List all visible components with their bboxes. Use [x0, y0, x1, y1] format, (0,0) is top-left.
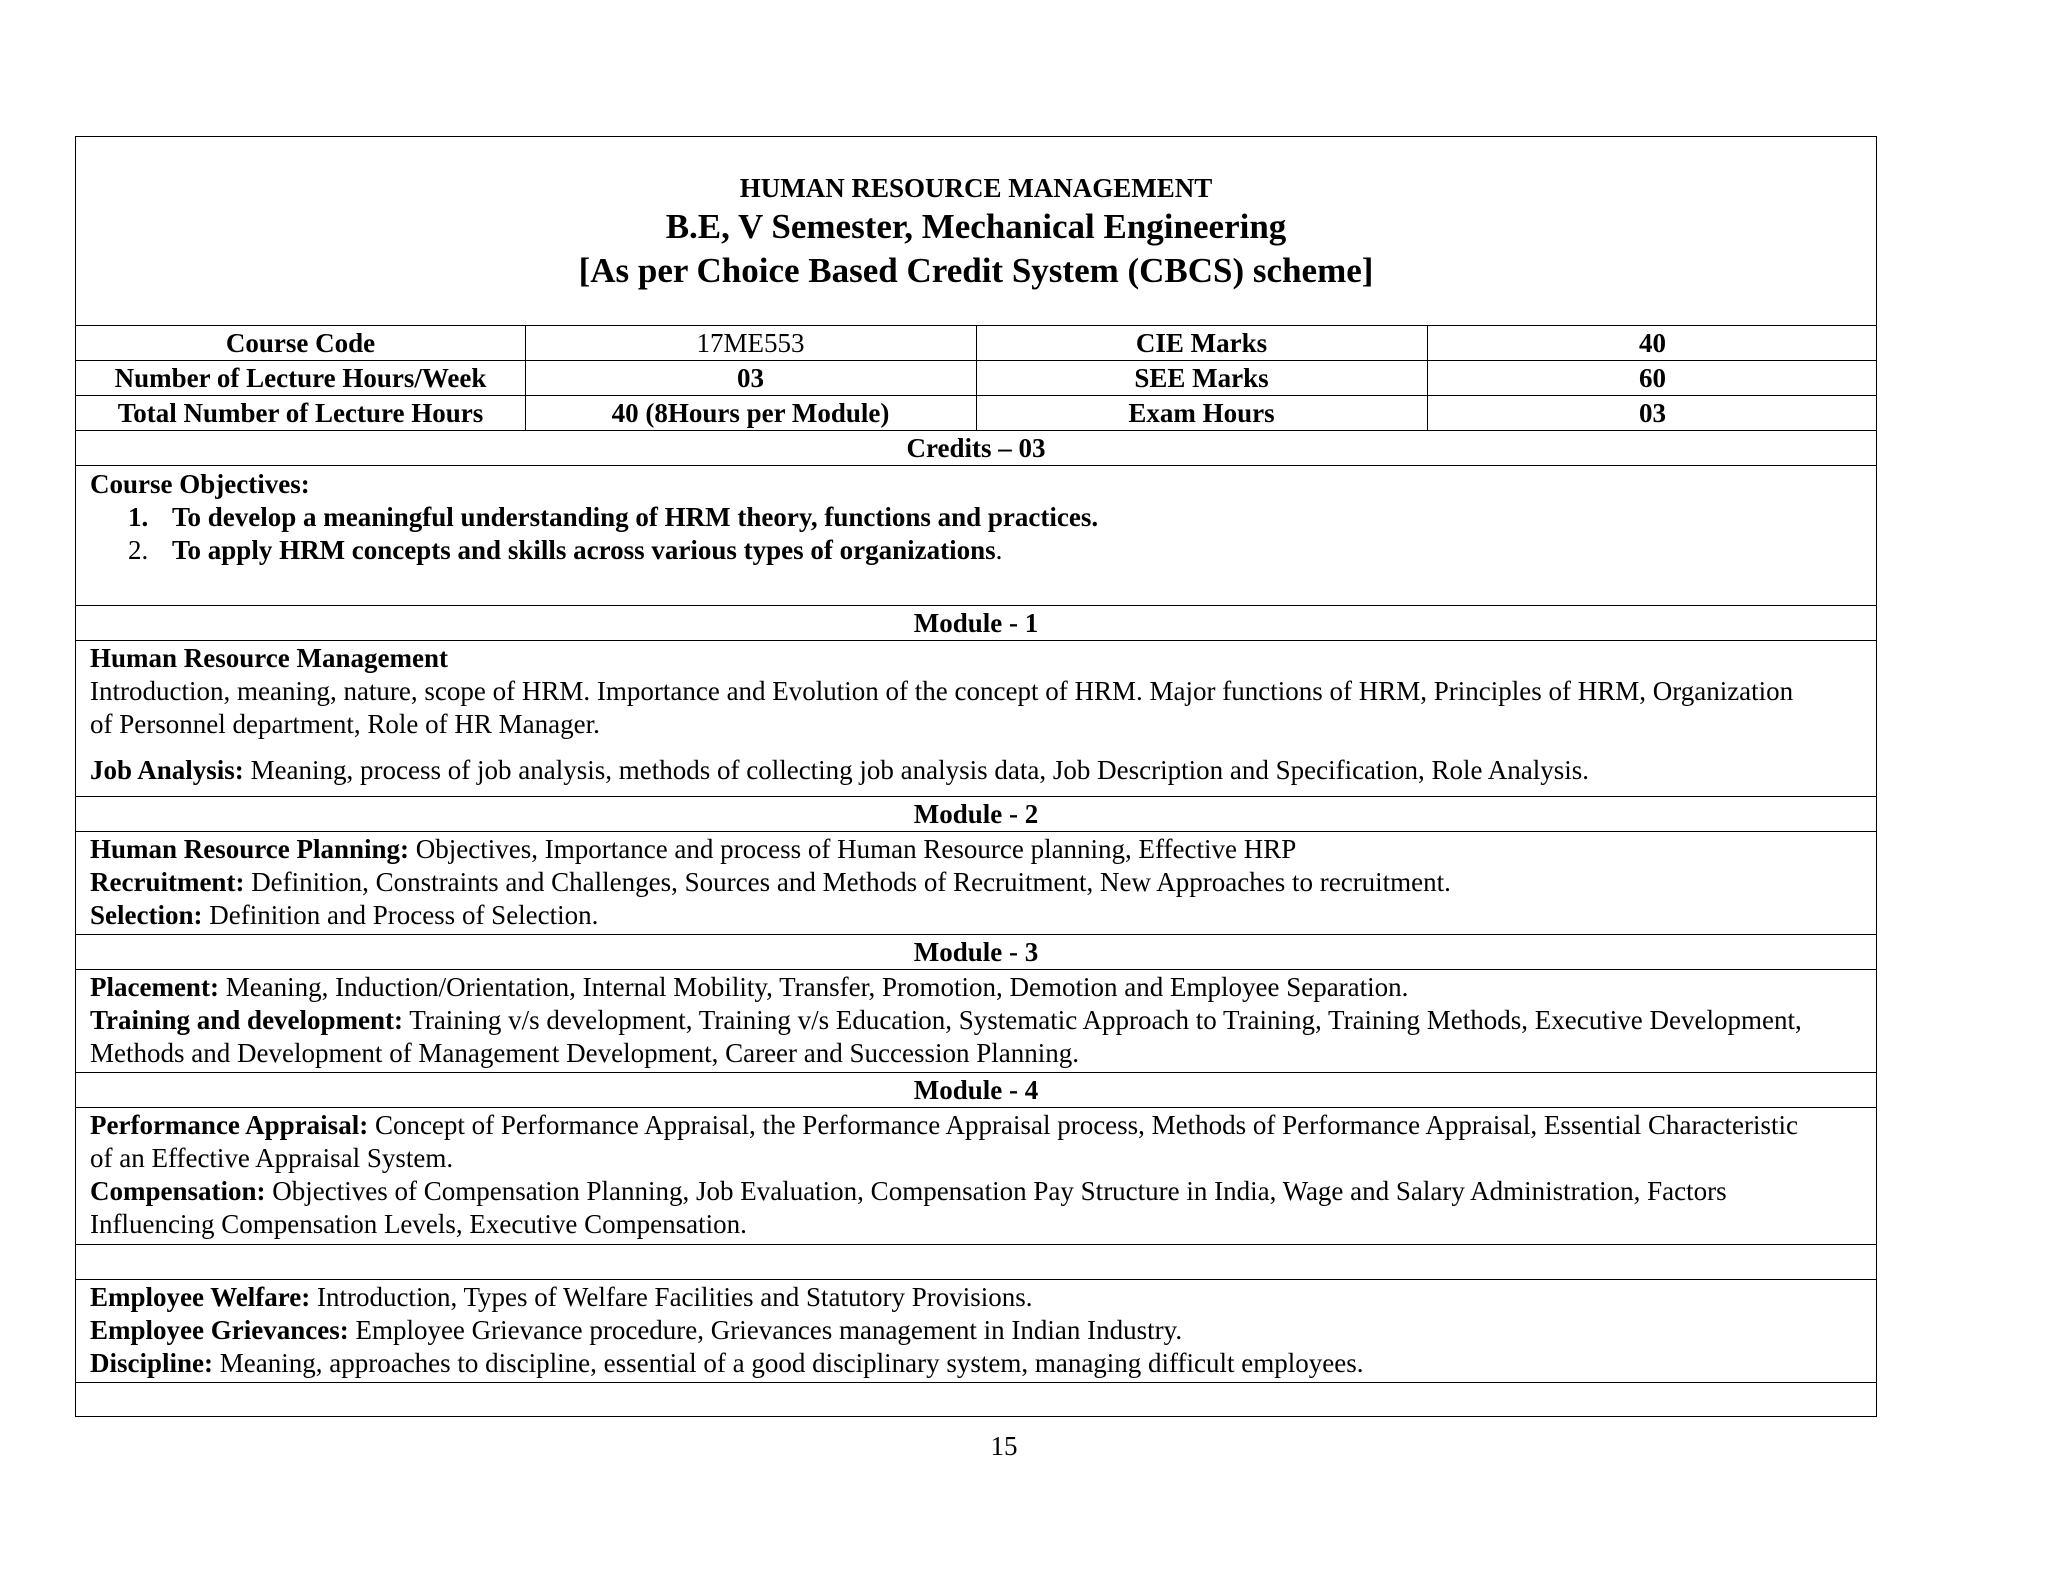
page-number: 15 [990, 1431, 1018, 1461]
topic-text: Meaning, process of job analysis, methods of collecting job analysis data, Job Description and Specification, Role Analysis. [243, 755, 1590, 785]
exam-hours-label: Exam Hours [1128, 398, 1275, 428]
module-2-topic [90, 899, 1806, 932]
module-1-title: Module - 1 [913, 608, 1039, 638]
total-lecture-hours-value: 40 (8Hours per Module) [611, 398, 890, 428]
topic-text: Definition and Process of Selection. [202, 900, 599, 930]
module-1-intro: Introduction, meaning, nature, scope of HRM. Importance and Evolution of the concept of HRM. Major functions of HRM, Principles of HRM, Organization of Personnel department, Role of HR Manager. [90, 676, 1794, 739]
module-4-topic [90, 1109, 1806, 1175]
module-5-content [90, 1281, 1806, 1380]
topic-term: Human Resource Planning: [90, 834, 410, 864]
topic-term: Recruitment: [90, 867, 245, 897]
lecture-hours-week-value: 03 [737, 363, 764, 393]
total-lecture-hours-label: Total Number of Lecture Hours [117, 398, 484, 428]
divider [76, 1382, 1876, 1383]
module-3-title: Module - 3 [913, 937, 1039, 967]
objective-text: To apply HRM concepts and skills across various types of organizations [172, 535, 996, 565]
objectives-list [90, 501, 1806, 567]
course-code-label: Course Code [225, 328, 376, 358]
course-subtitle: B.E, V Semester, Mechanical Engineering [665, 207, 1287, 246]
module-2-topic [90, 866, 1806, 899]
topic-text: Concept of Performance Appraisal, the Performance Appraisal process, Methods of Performance Appraisal, Essential Characteristic of an Effective Appraisal System. [90, 1110, 1798, 1173]
credits: Credits – 03 [906, 433, 1046, 463]
objective-item [128, 534, 1806, 567]
topic-text: Definition, Constraints and Challenges, Sources and Methods of Recruitment, New Approaches to recruitment. [244, 867, 1451, 897]
divider [76, 640, 1876, 641]
divider [76, 1244, 1876, 1245]
module-3-content [90, 971, 1806, 1070]
objective-text: To develop a meaningful understanding of HRM theory, functions and practices. [172, 502, 1099, 532]
topic-term: Performance Appraisal: [90, 1110, 369, 1140]
topic-text: Employee Grievance procedure, Grievances management in Indian Industry. [348, 1315, 1183, 1345]
exam-hours-value: 03 [1639, 398, 1666, 428]
topic-text: Introduction, Types of Welfare Facilities and Statutory Provisions. [310, 1282, 1033, 1312]
topic-term: Training and development: [90, 1005, 404, 1035]
objective-item [128, 501, 1806, 534]
topic-text: Objectives of Compensation Planning, Job Evaluation, Compensation Pay Structure in India, Wage and Salary Administration, Factors Influencing Compensation Levels, Executive Compensation. [90, 1176, 1727, 1239]
topic-term: Compensation: [90, 1176, 266, 1206]
syllabus-table [75, 136, 1877, 1417]
see-marks-label: SEE Marks [1134, 363, 1269, 393]
objectives-heading: Course Objectives: [90, 469, 310, 499]
lecture-hours-week-label: Number of Lecture Hours/Week [114, 363, 487, 393]
topic-term: Job Analysis: [90, 755, 244, 785]
course-scheme: [As per Choice Based Credit System (CBCS) scheme] [578, 251, 1374, 290]
module-1-content [90, 642, 1806, 787]
module-4-topic [90, 1175, 1806, 1241]
topic-term: Selection: [90, 900, 203, 930]
divider [76, 465, 1876, 466]
topic-text: Training v/s development, Training v/s Education, Systematic Approach to Training, Training Methods, Executive Development, Methods and Development of Management Development, Career and Succession Planning. [90, 1005, 1802, 1068]
objective-number: 2. [128, 535, 149, 565]
module-2-content [90, 833, 1806, 932]
course-title: HUMAN RESOURCE MANAGEMENT [739, 173, 1213, 203]
module-5-topic [90, 1314, 1806, 1347]
cie-marks-label: CIE Marks [1135, 328, 1268, 358]
topic-text: Meaning, Induction/Orientation, Internal Mobility, Transfer, Promotion, Demotion and Employee Separation. [218, 972, 1409, 1002]
module-3-topic [90, 1004, 1806, 1070]
module-1-heading: Human Resource Management [90, 643, 448, 673]
objective-suffix: . [995, 535, 1003, 565]
divider [76, 1279, 1876, 1280]
topic-term: Placement: [90, 972, 219, 1002]
topic-term: Discipline: [90, 1348, 214, 1378]
module-2-topic [90, 833, 1806, 866]
objective-number: 1. [128, 502, 149, 532]
topic-text: Meaning, approaches to discipline, essential of a good disciplinary system, managing difficult employees. [213, 1348, 1364, 1378]
module-5-topic [90, 1347, 1806, 1380]
course-objectives [90, 468, 1806, 567]
module-3-topic [90, 971, 1806, 1004]
see-marks-value: 60 [1639, 363, 1666, 393]
module-1-topic [90, 754, 1806, 787]
divider [76, 831, 1876, 832]
module-4-content [90, 1109, 1806, 1241]
divider [76, 1107, 1876, 1108]
module-4-title: Module - 4 [913, 1075, 1039, 1105]
module-5-topic [90, 1281, 1806, 1314]
divider [76, 969, 1876, 970]
topic-text: Objectives, Importance and process of Human Resource planning, Effective HRP [409, 834, 1297, 864]
cie-marks-value: 40 [1639, 328, 1666, 358]
module-2-title: Module - 2 [913, 799, 1039, 829]
title-block [76, 171, 1876, 293]
topic-term: Employee Grievances: [90, 1315, 349, 1345]
topic-term: Employee Welfare: [90, 1282, 311, 1312]
course-code-value: 17ME553 [696, 328, 805, 358]
